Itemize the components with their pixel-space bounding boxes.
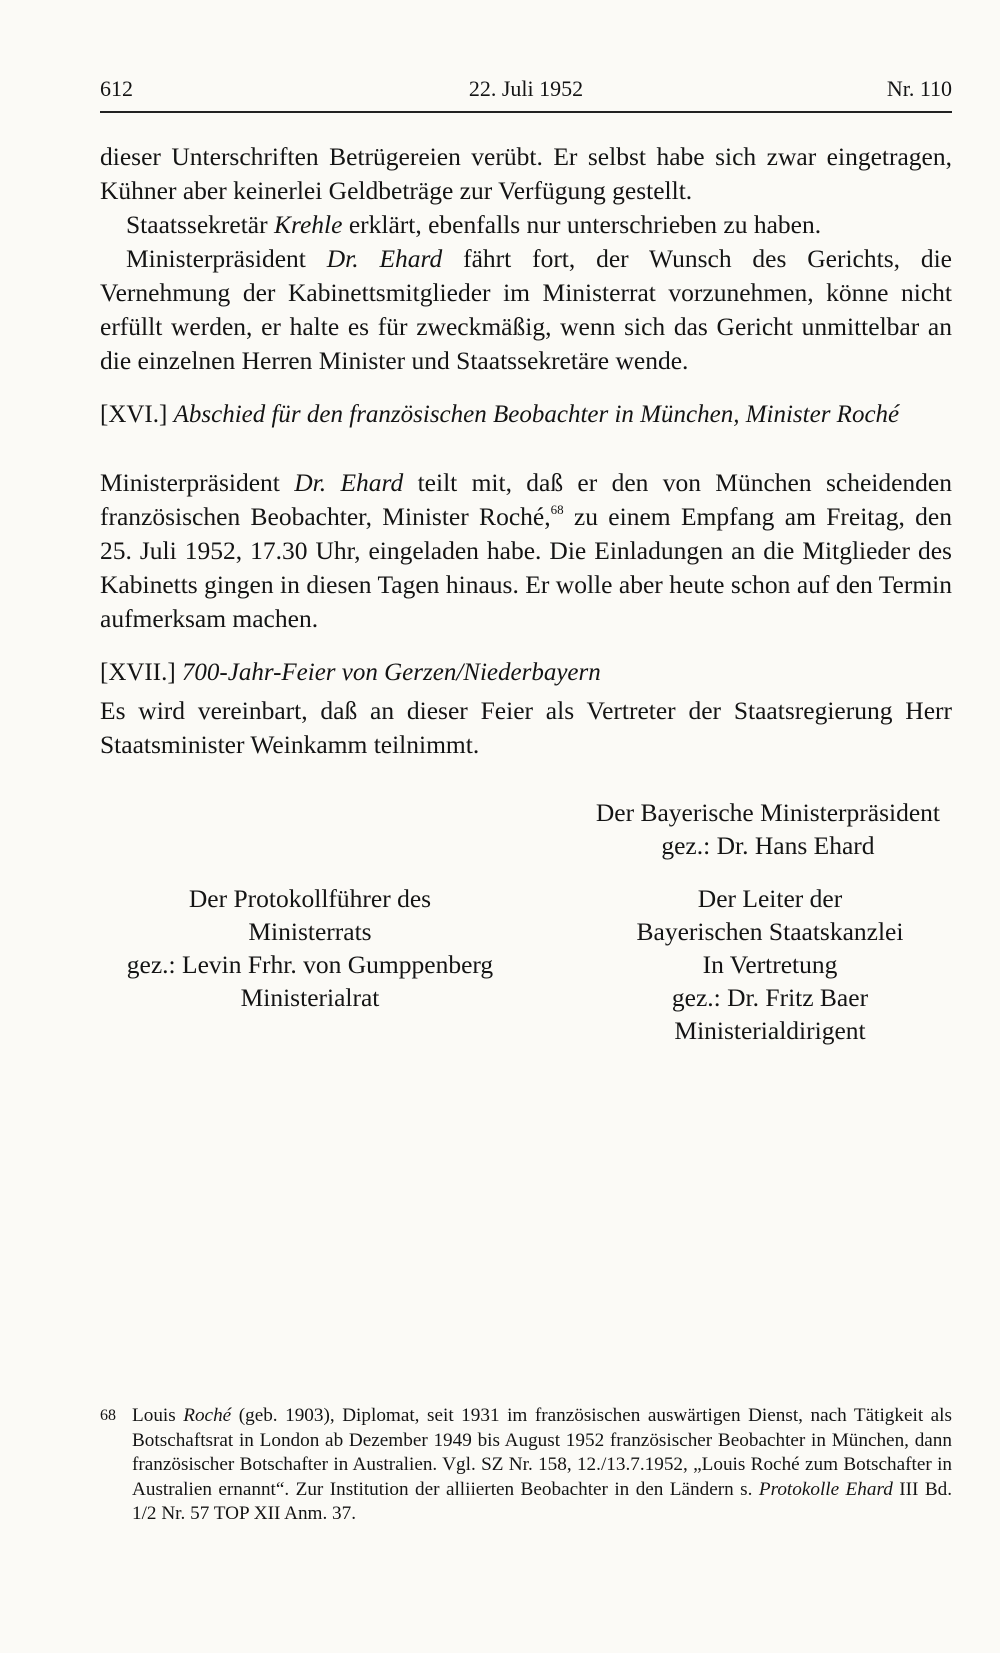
paragraph-text: Staatssekretär [126,210,274,239]
header-rule [100,111,952,113]
page-number: 612 [100,76,133,101]
signature-rank: Ministerialrat [240,983,380,1012]
signature-rank: Ministerialdirigent [674,1016,866,1045]
paragraph-text: Ministerpräsident [100,468,295,497]
signature-chancellery [600,882,940,1047]
source-title: Protokolle Ehard [758,1478,893,1500]
footnote-number: 68 [100,1407,116,1424]
signature-signed: gez.: Dr. Fritz Baer [671,983,869,1012]
paragraph-text: zu einem Empfang am Freitag, den 25. Juli 1952, 17.30 Uhr, eingeladen habe. Die Einladungen an die Mitglieder des Kabinetts gingen in diesen Tagen hinaus. Er wolle aber heute schon auf den Termin aufmerksam machen. [100,502,952,633]
person-name: Dr. Ehard [294,468,404,497]
signature-signed: gez.: Levin Frhr. von Gumppenberg [126,950,494,979]
footnote-reference: 68 [550,502,564,517]
agenda-heading-xvi [100,398,952,432]
person-name: Krehle [273,210,343,239]
paragraph-text: dieser Unterschriften Betrügereien verübt. Er selbst habe sich zwar eingetragen, Kühner aber keinerlei Geldbeträge zur Verfügung gestellt. [100,142,952,205]
paragraph-ehard [100,242,952,378]
paragraph-text: Es wird vereinbart, daß an dieser Feier als Vertreter der Staatsregierung Herr Staatsminister Weinkamm teilnimmt. [100,696,952,759]
signature-title: Bayerischen Staatskanzlei [636,917,904,946]
paragraph-text: teilt mit, daß er den von München scheidenden französischen Beobachter, Minister Roché, [100,468,952,531]
agenda-number: [XVII.] [100,659,176,686]
paragraph-text: Ministerpräsident [126,244,327,273]
paragraph-continued [100,140,952,208]
footnote-68 [100,1404,952,1527]
paragraph-text: fährt fort, der Wunsch des Gerichts, die Vernehmung der Kabinettsmitglieder im Ministerrat vorzunehmen, könne nicht erfüllt werden, er halte es für zweckmäßig, wenn sich das Gericht unmittelbar an die einzelnen Herren Minister und Staatssekretäre wende. [100,244,952,375]
signature-president [596,796,940,862]
paragraph-xvi [100,466,952,636]
signature-title: Der Leiter der [697,884,843,913]
person-name: Roché [183,1405,232,1426]
paragraph-krehle [100,208,952,242]
footnote-text-part: III Bd. 1/2 Nr. 57 TOP XII Anm. 37. [132,1478,953,1524]
signature-recorder [90,882,530,1014]
signature-title: Der Protokollführer des [188,884,432,913]
signature-signed: gez.: Dr. Hans Ehard [661,831,875,860]
footnote-text-part: (geb. 1903), Diplomat, seit 1931 im französischen auswärtigen Dienst, nach Tätigkeit als Botschaftsrat in London ab Dezember 1949 bis August 1952 französischer Beobachter in München, dann französischer Botschafter in Australien. Vgl. SZ Nr. 158, 12./13.7.1952, „Louis Roché zum Botschafter in Australien ernannt“. Zur Institution der alliierten Beobachter in den Ländern s. [132,1405,952,1500]
agenda-title: Abschied für den französischen Beobachter in München, Minister Roché [173,401,900,428]
agenda-title: 700-Jahr-Feier von Gerzen/Niederbayern [181,659,601,686]
person-name: Dr. Ehard [326,244,443,273]
paragraph-text: erklärt, ebenfalls nur unterschrieben zu haben. [342,210,822,239]
agenda-heading-xvii [100,656,952,690]
paragraph-xvii [100,694,952,762]
agenda-number: [XVI.] [100,401,168,428]
signature-title: Ministerrats [248,917,372,946]
footnote-text [132,1404,952,1527]
signature-title: Der Bayerische Ministerpräsident [595,798,940,827]
header-date: 22. Juli 1952 [468,76,584,101]
footnote-text-part: Louis [132,1405,184,1426]
protocol-number: Nr. 110 [886,76,952,101]
running-header [100,76,952,106]
signature-deputy: In Vertretung [702,950,838,979]
